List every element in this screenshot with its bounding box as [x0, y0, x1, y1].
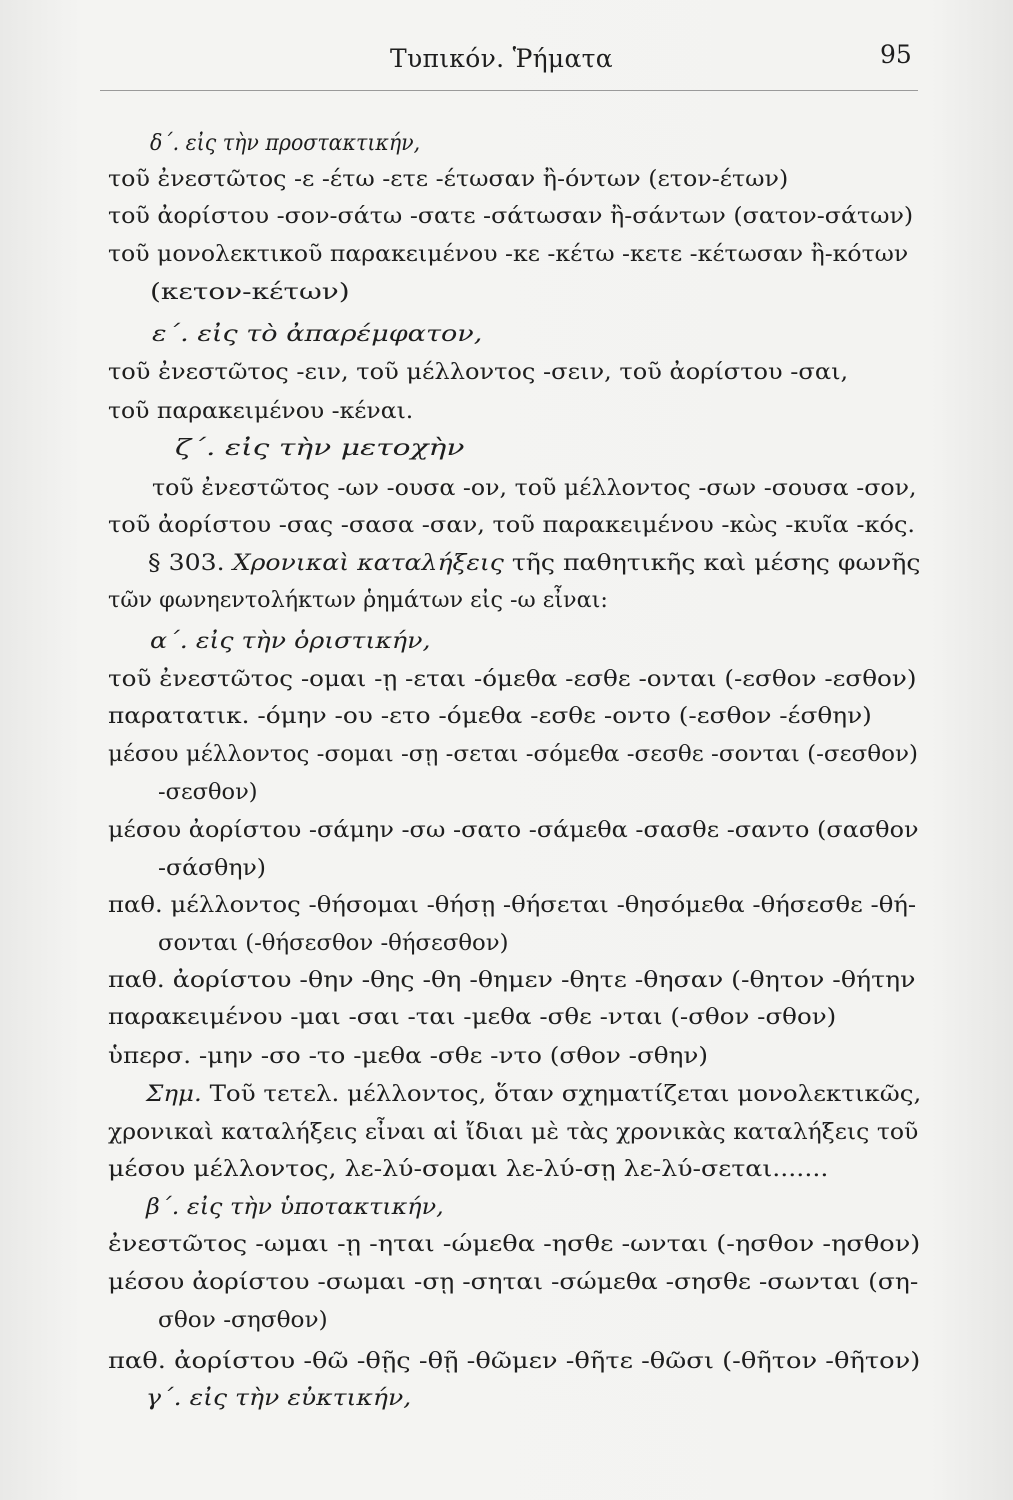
text-segment: παθ. ἀορίστου -θην -θης -θη -θημεν -θητε -θησαν (-θητον -θήτην — [108, 967, 916, 993]
italic-text-segment: Χρονικαὶ καταλήξεις — [232, 550, 504, 576]
text-segment: τῆς παθητικῆς καὶ μέσης φωνῆς — [503, 550, 921, 576]
text-segment: τοῦ μονολεκτικοῦ παρακειμένου -κε -κέτω -κετε -κέτωσαν ἢ-κότων — [108, 241, 909, 267]
text-line — [108, 815, 919, 845]
text-line — [108, 1346, 920, 1376]
text-line — [108, 164, 788, 194]
italic-text-segment: ε΄. εἰς τὸ ἀπαρέμφατον, — [152, 321, 483, 347]
text-line — [108, 201, 913, 231]
text-line — [175, 433, 465, 463]
text-line — [158, 777, 258, 807]
text-segment: μέσου μέλλοντος, λε-λύ-σομαι λε-λύ-σῃ λε-λύ-σεται....... — [108, 1156, 829, 1182]
italic-text-segment: δ΄. εἰς τὴν προστακτικήν, — [150, 130, 421, 156]
text-segment: παθ. μέλλοντος -θήσομαι -θήσῃ -θήσεται -θησόμεθα -θήσεσθε -θή- — [108, 892, 917, 918]
text-line — [158, 928, 508, 958]
text-line — [108, 1229, 920, 1259]
text-segment: -σεσθον) — [158, 779, 258, 805]
running-header-title: Τυπικόν. Ῥήματα — [390, 44, 613, 73]
text-segment: τοῦ ἐνεστῶτος -ε -έτω -ετε -έτωσαν ἢ-όντων (ετον-έτων) — [108, 166, 789, 192]
text-segment: παρατατικ. -όμην -ου -ετο -όμεθα -εσθε -οντο (-εσθον -έσθην) — [108, 703, 872, 729]
text-line — [108, 701, 872, 731]
text-segment: ὑπερσ. -μην -σο -το -μεθα -σθε -ντο (σθον -σθην) — [108, 1043, 708, 1069]
italic-text-segment: α΄. εἰς τὴν ὁριστικήν, — [150, 628, 431, 654]
text-line — [152, 319, 482, 349]
text-line — [108, 1117, 918, 1147]
text-segment: τοῦ ἀορίστου -σον-σάτω -σατε -σάτωσαν ἢ-σάντων (σατον-σάτων) — [108, 203, 914, 229]
text-segment: παρακειμένου -μαι -σαι -ται -μεθα -σθε -νται (-σθον -σθον) — [108, 1004, 837, 1030]
text-line — [108, 357, 848, 387]
text-line — [108, 585, 608, 615]
text-segment: χρονικαὶ καταλήξεις εἶναι αἱ ἴδιαι μὲ τὰς χρονικὰς καταλήξεις τοῦ — [108, 1119, 919, 1145]
page-number: 95 — [880, 40, 912, 69]
text-line — [150, 626, 431, 656]
text-line — [108, 965, 915, 995]
text-segment: τοῦ παρακειμένου -κέναι. — [108, 398, 414, 424]
text-segment: Τοῦ τετελ. μέλλοντος, ὅταν σχηματίζεται μονολεκτικῶς, — [201, 1081, 922, 1107]
text-line — [108, 396, 413, 426]
text-line — [108, 664, 916, 694]
text-line — [108, 239, 908, 269]
text-segment: § 303. — [148, 550, 233, 576]
italic-text-segment: Σημ. — [146, 1081, 202, 1107]
text-line — [146, 1192, 444, 1222]
text-line — [158, 1305, 328, 1335]
text-segment: μέσου ἀορίστου -σωμαι -σῃ -σηται -σώμεθα -σησθε -σωνται (ση- — [108, 1269, 919, 1295]
text-segment: τοῦ ἐνεστῶτος -ειν, τοῦ μέλλοντος -σειν, τοῦ ἀορίστου -σαι, — [108, 359, 849, 385]
text-line — [146, 1383, 411, 1413]
text-line — [146, 1079, 921, 1109]
text-line — [158, 853, 266, 883]
text-line — [108, 1267, 918, 1297]
text-line — [152, 473, 917, 503]
italic-text-segment: ζ΄. εἰς τὴν μετοχὴν — [175, 435, 465, 461]
text-line — [148, 548, 920, 578]
text-line — [108, 1002, 836, 1032]
text-segment: ἐνεστῶτος -ωμαι -ῃ -ηται -ώμεθα -ησθε -ωνται (-ησθον -ησθον) — [108, 1231, 921, 1257]
text-segment: σονται (-θήσεσθον -θήσεσθον) — [158, 930, 509, 956]
text-segment: (κετον-κέτων) — [150, 279, 350, 305]
text-segment: τοῦ ἐνεστῶτος -ομαι -ῃ -εται -όμεθα -εσθε -ονται (-εσθον -εσθον) — [108, 666, 917, 692]
text-segment: τῶν φωνηεντολήκτων ῥημάτων εἰς -ω εἶναι: — [108, 587, 608, 613]
text-segment: τοῦ ἐνεστῶτος -ων -ουσα -ον, τοῦ μέλλοντος -σων -σουσα -σον, — [152, 475, 917, 501]
text-segment: μέσου ἀορίστου -σάμην -σω -σατο -σάμεθα -σασθε -σαντο (σασθον — [108, 817, 919, 843]
text-line — [108, 1041, 708, 1071]
text-segment: -σάσθην) — [158, 855, 266, 881]
text-segment: σθον -σησθον) — [158, 1307, 328, 1333]
text-line — [108, 1154, 828, 1184]
text-segment: τοῦ ἀορίστου -σας -σασα -σαν, τοῦ παρακειμένου -κὼς -κυῖα -κός. — [108, 512, 916, 538]
italic-text-segment: β΄. εἰς τὴν ὑποτακτικήν, — [146, 1194, 444, 1220]
text-line — [150, 128, 420, 158]
text-segment: παθ. ἀορίστου -θῶ -θῇς -θῇ -θῶμεν -θῆτε -θῶσι (-θῆτον -θῆτον) — [108, 1348, 921, 1374]
text-line — [108, 890, 916, 920]
text-line — [150, 277, 350, 307]
text-segment: μέσου μέλλοντος -σομαι -σῃ -σεται -σόμεθα -σεσθε -σονται (-σεσθον) — [108, 741, 919, 767]
header-rule — [100, 90, 918, 91]
italic-text-segment: γ΄. εἰς τὴν εὐκτικήν, — [146, 1385, 412, 1411]
text-line — [108, 739, 918, 769]
text-line — [108, 510, 915, 540]
